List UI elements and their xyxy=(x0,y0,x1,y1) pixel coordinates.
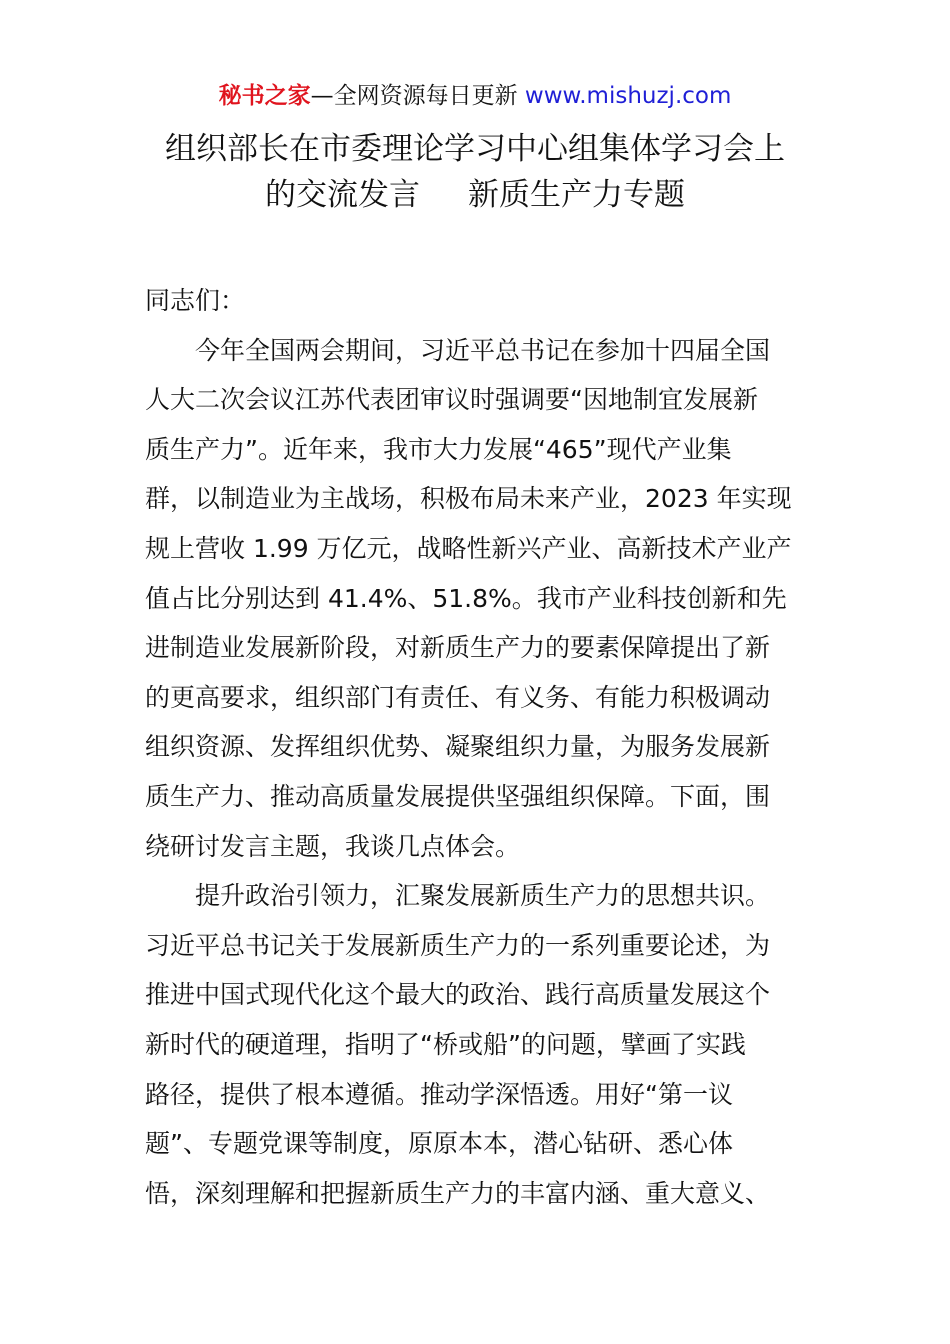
body-line: 悟，深刻理解和把握新质生产力的丰富内涵、重大意义、 xyxy=(145,1178,771,1208)
body-line: 人大二次会议江苏代表团审议时强调要“因地制宜发展新 xyxy=(145,385,758,415)
document-title xyxy=(60,126,890,218)
site-url-link[interactable]: www.mishuzj.com xyxy=(524,83,732,109)
body-line: 习近平总书记关于发展新质生产力的一系列重要论述，为 xyxy=(145,930,771,960)
document-body xyxy=(145,276,810,1218)
body-line: 推进中国式现代化这个最大的政治、践行高质量发展这个 xyxy=(145,980,771,1010)
body-line: 的更高要求，组织部门有责任、有义务、有能力积极调动 xyxy=(145,682,771,712)
body-line: 绕研讨发言主题，我谈几点体会。 xyxy=(145,831,521,861)
salutation: 同志们： xyxy=(145,286,246,315)
header-tagline: —全网资源每日更新 xyxy=(310,83,525,109)
section-heading-line: 提升政治引领力，汇聚发展新质生产力的思想共识。 xyxy=(195,881,771,911)
body-line: 规上营收 1.99 万亿元，战略性新兴产业、高新技术产业产 xyxy=(145,533,792,563)
title-line-1: 组织部长在市委理论学习中心组集体学习会上 xyxy=(165,131,785,167)
body-line: 群，以制造业为主战场，积极布局未来产业，2023 年实现 xyxy=(145,484,792,514)
body-line: 进制造业发展新阶段，对新质生产力的要素保障提出了新 xyxy=(145,633,771,663)
body-line: 新时代的硬道理，指明了“桥或船”的问题，擘画了实践 xyxy=(145,1029,746,1059)
body-line: 质生产力”。近年来，我市大力发展“465”现代产业集 xyxy=(145,434,732,464)
body-line: 今年全国两会期间，习近平总书记在参加十四届全国 xyxy=(195,335,771,365)
site-header xyxy=(0,80,950,112)
body-line: 质生产力、推动高质量发展提供坚强组织保障。下面，围 xyxy=(145,781,771,811)
body-line: 值占比分别达到 41.4%、51.8%。我市产业科技创新和先 xyxy=(145,583,787,613)
brand-name: 秘书之家 xyxy=(218,83,311,109)
title-line-2 xyxy=(60,172,890,218)
body-line: 题”、专题党课等制度，原原本本，潜心钻研、悉心体 xyxy=(145,1129,733,1159)
title-line-2-part-1: 的交流发言 xyxy=(265,177,420,213)
title-line-2-part-2: 新质生产力专题 xyxy=(468,177,685,213)
body-line: 组织资源、发挥组织优势、凝聚组织力量，为服务发展新 xyxy=(145,732,771,762)
body-line: 路径，提供了根本遵循。推动学深悟透。用好“第一议 xyxy=(145,1079,733,1109)
